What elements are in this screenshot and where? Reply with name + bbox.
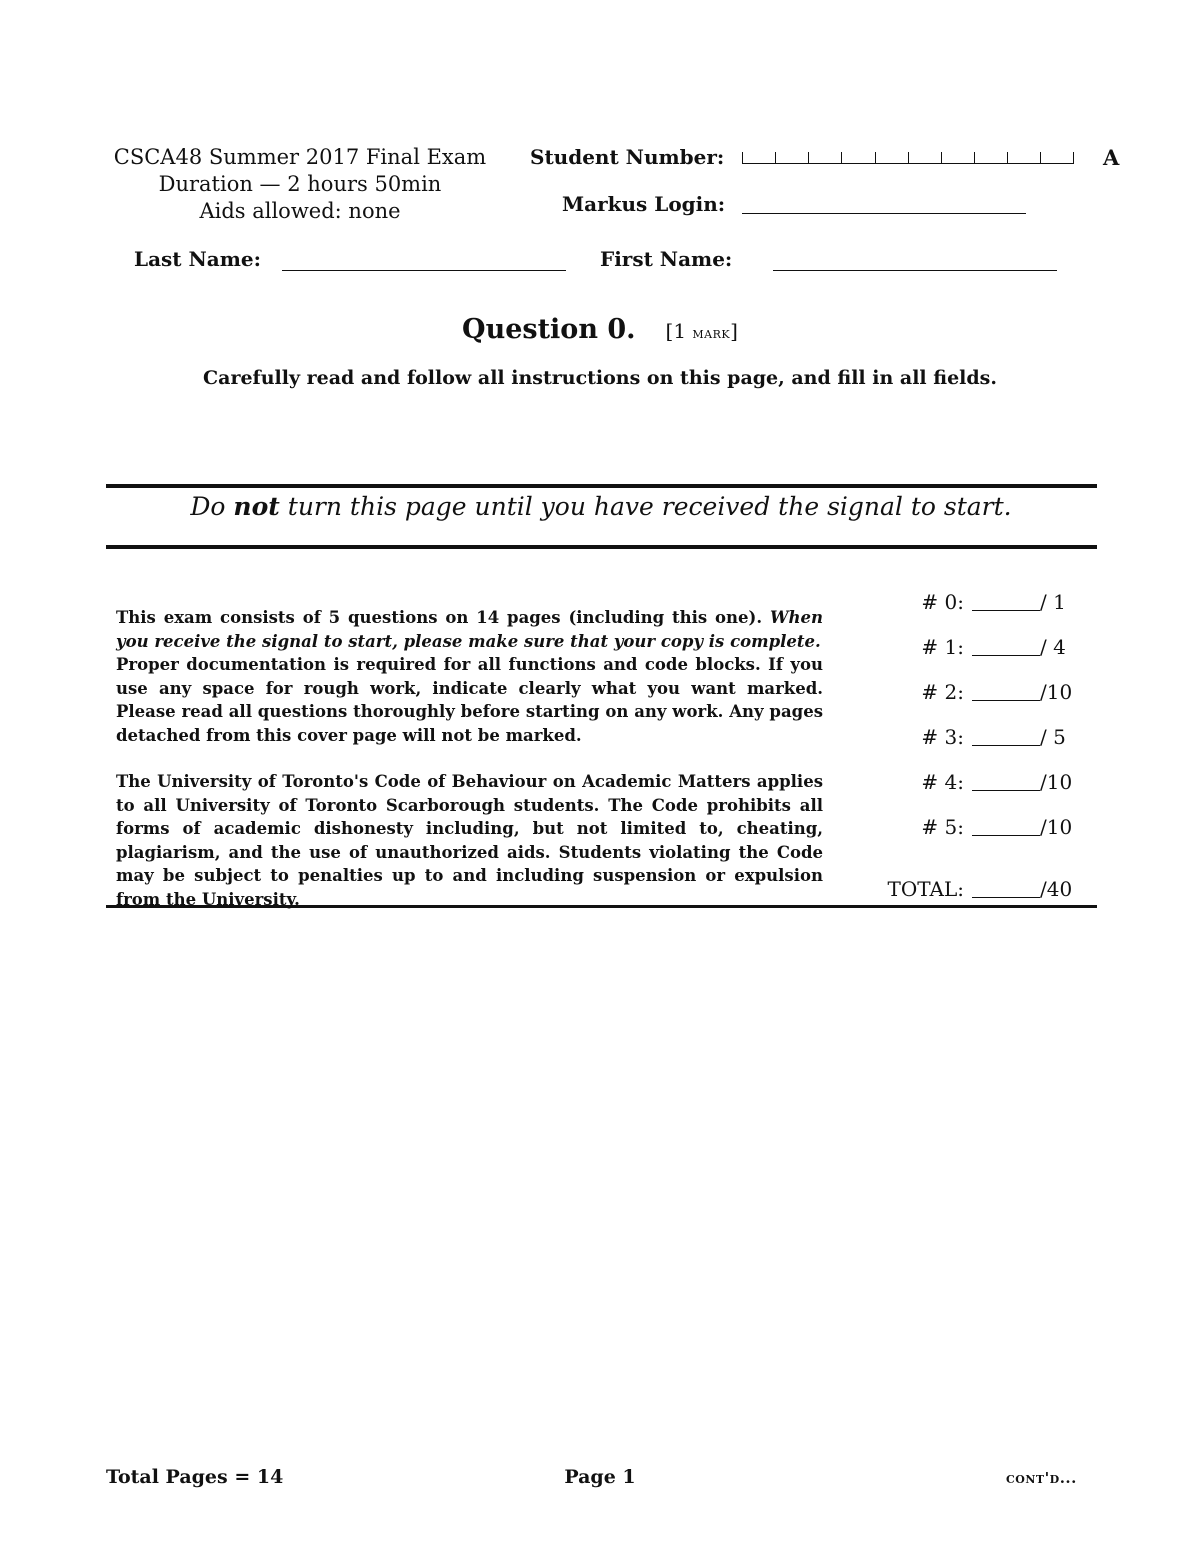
start-signal-banner <box>106 492 1096 521</box>
p1-rest: Proper documentation is required for all functions and code blocks. If you use any space for rough work, indicate clearly what you want marked. Please read all questions thoroughly before starting on any work. Any pages detached from this cover page will not be marked. <box>116 655 823 745</box>
student-number-field[interactable] <box>742 152 1074 164</box>
score-row-q2 <box>870 680 1080 708</box>
score-label: # 2: <box>921 680 964 704</box>
total-pages: Total Pages = 14 <box>106 1466 284 1488</box>
first-name-label: First Name: <box>600 247 733 271</box>
score-label: # 1: <box>921 635 964 659</box>
score-blank[interactable] <box>972 835 1040 836</box>
course-line: CSCA48 Summer 2017 Final Exam <box>113 145 487 169</box>
exam-version: A <box>1103 145 1120 170</box>
banner-top-rule <box>106 484 1097 488</box>
score-row-total <box>870 877 1080 905</box>
question-0-instruction: Carefully read and follow all instructions on this page, and fill in all fields. <box>203 367 997 389</box>
continued-marker: cont'd... <box>1006 1469 1077 1487</box>
banner-bottom-rule <box>106 545 1097 549</box>
score-max: /40 <box>1040 877 1073 901</box>
score-row-q0 <box>870 590 1080 618</box>
last-name-field[interactable] <box>282 270 566 271</box>
instructions-paragraph-1 <box>116 606 823 747</box>
score-label: # 5: <box>921 815 964 839</box>
score-label: # 0: <box>921 590 964 614</box>
banner-post: turn this page until you have received the signal to start. <box>279 492 1012 521</box>
score-row-q1 <box>870 635 1080 663</box>
score-max: / 4 <box>1040 635 1066 659</box>
question-0-heading <box>0 314 1200 345</box>
score-row-q3 <box>870 725 1080 753</box>
score-max: / 1 <box>1040 590 1066 614</box>
duration-line: Duration — 2 hours 50min <box>158 172 442 196</box>
aids-line: Aids allowed: none <box>199 199 401 223</box>
marks-close: ] <box>730 319 738 343</box>
marks-open: [1 <box>665 319 693 343</box>
score-max: /10 <box>1040 770 1073 794</box>
score-row-q4 <box>870 770 1080 798</box>
score-blank[interactable] <box>972 897 1040 898</box>
p1-italic: When you receive the signal to start, please make sure that your copy is complete. <box>116 608 823 651</box>
score-label: # 3: <box>921 725 964 749</box>
marks-word: mark <box>692 323 731 342</box>
score-blank[interactable] <box>972 745 1040 746</box>
score-max: /10 <box>1040 815 1073 839</box>
page-number: Page 1 <box>564 1466 636 1488</box>
p1-normal: This exam consists of 5 questions on 14 pages (including this one). <box>116 608 770 627</box>
instructions-paragraph-2: The University of Toronto's Code of Behaviour on Academic Matters applies to all University of Toronto Scarborough students. The Code prohibits all forms of academic dishonesty including, but not limited to, cheating, plagiarism, and the use of unauthorized aids. Students violating the Code may be subject to penalties up to and including suspension or expulsion from the University. <box>116 772 823 909</box>
question-0-title: Question 0. <box>462 314 636 345</box>
banner-pre: Do <box>190 492 234 521</box>
banner-emphasis: not <box>233 492 280 521</box>
score-label: TOTAL: <box>887 877 964 901</box>
score-blank[interactable] <box>972 700 1040 701</box>
markus-login-field[interactable] <box>742 213 1026 214</box>
cover-bottom-rule <box>106 905 1097 908</box>
score-max: / 5 <box>1040 725 1066 749</box>
last-name-label: Last Name: <box>134 247 261 271</box>
markus-login-label: Markus Login: <box>562 192 726 216</box>
score-blank[interactable] <box>972 655 1040 656</box>
question-0-marks <box>666 319 738 343</box>
score-label: # 4: <box>921 770 964 794</box>
score-blank[interactable] <box>972 790 1040 791</box>
score-max: /10 <box>1040 680 1073 704</box>
first-name-field[interactable] <box>773 270 1057 271</box>
score-blank[interactable] <box>972 610 1040 611</box>
exam-header <box>100 144 500 225</box>
student-number-label: Student Number: <box>530 145 725 169</box>
score-row-q5 <box>870 815 1080 843</box>
